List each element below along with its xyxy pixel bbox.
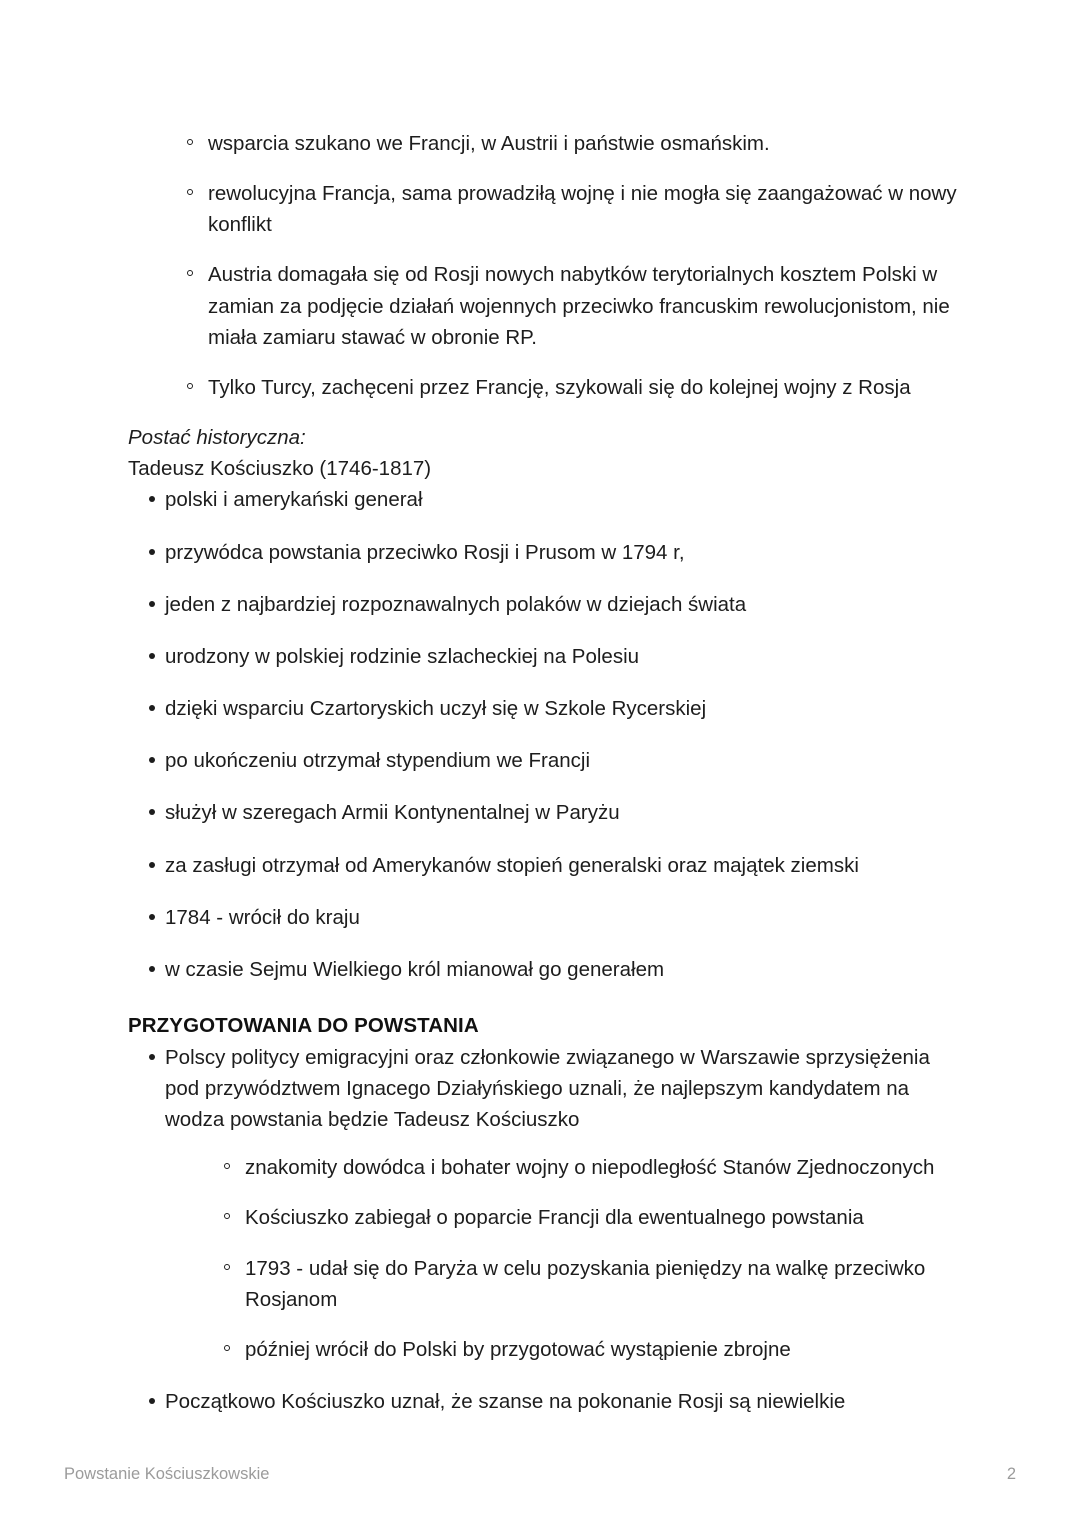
preparations-bullet-list	[128, 1042, 958, 1417]
list-item-text: Polscy politycy emigracyjni oraz członkowie związanego w Warszawie sprzysiężenia pod przywództwem Ignacego Działyńskiego uznali, że najlepszym kandydatem na wodza powstania będzie Tadeusz Kościuszko	[165, 1045, 930, 1132]
page-footer	[64, 1465, 1016, 1484]
list-item	[128, 1042, 958, 1365]
top-sub-bullet-list	[128, 128, 958, 403]
list-item: później wrócił do Polski by przygotować wystąpienie zbrojne	[165, 1334, 958, 1365]
list-item: przywódca powstania przeciwko Rosji i Prusom w 1794 r,	[128, 537, 958, 568]
list-item: służył w szeregach Armii Kontynentalnej w Paryżu	[128, 797, 958, 828]
list-item: Początkowo Kościuszko uznał, że szanse na pokonanie Rosji są niewielkie	[128, 1386, 958, 1417]
list-item: 1793 - udał się do Paryża w celu pozyskania pieniędzy na walkę przeciwko Rosjanom	[165, 1253, 958, 1315]
figure-caption: Postać historyczna:	[128, 426, 306, 450]
preparations-sub-bullet-list	[165, 1152, 958, 1365]
list-item: znakomity dowódca i bohater wojny o niepodległość Stanów Zjednoczonych	[165, 1152, 958, 1183]
list-item: urodzony w polskiej rodzinie szlacheckiej na Polesiu	[128, 641, 958, 672]
figure-name: Tadeusz Kościuszko (1746-1817)	[128, 457, 432, 481]
page-content	[128, 128, 958, 1438]
list-item: w czasie Sejmu Wielkiego król mianował go generałem	[128, 954, 958, 985]
section-heading: PRZYGOTOWANIA DO POWSTANIA	[128, 1013, 479, 1037]
list-item: 1784 - wrócił do kraju	[128, 902, 958, 933]
list-item: Tylko Turcy, zachęceni przez Francję, szykowali się do kolejnej wojny z Rosja	[128, 372, 958, 403]
list-item: dzięki wsparciu Czartoryskich uczył się w Szkole Rycerskiej	[128, 693, 958, 724]
list-item: Kościuszko zabiegał o poparcie Francji dla ewentualnego powstania	[165, 1202, 958, 1233]
list-item: rewolucyjna Francja, sama prowadziłą wojnę i nie mogła się zaangażować w nowy konflikt	[128, 178, 958, 240]
list-item: po ukończeniu otrzymał stypendium we Francji	[128, 745, 958, 776]
list-item: wsparcia szukano we Francji, w Austrii i państwie osmańskim.	[128, 128, 958, 159]
footer-page-number: 2	[1006, 1465, 1016, 1483]
footer-title: Powstanie Kościuszkowskie	[64, 1465, 270, 1483]
list-item: Austria domagała się od Rosji nowych nabytków terytorialnych kosztem Polski w zamian za podjęcie działań wojennych przeciwko francuskim rewolucjonistom, nie miała zamiaru stawać w obronie RP.	[128, 259, 958, 352]
list-item: polski i amerykański generał	[128, 484, 958, 515]
list-item: jeden z najbardziej rozpoznawalnych polaków w dziejach świata	[128, 589, 958, 620]
list-item: za zasługi otrzymał od Amerykanów stopień generalski oraz majątek ziemski	[128, 850, 958, 881]
figure-bullet-list	[128, 484, 958, 985]
